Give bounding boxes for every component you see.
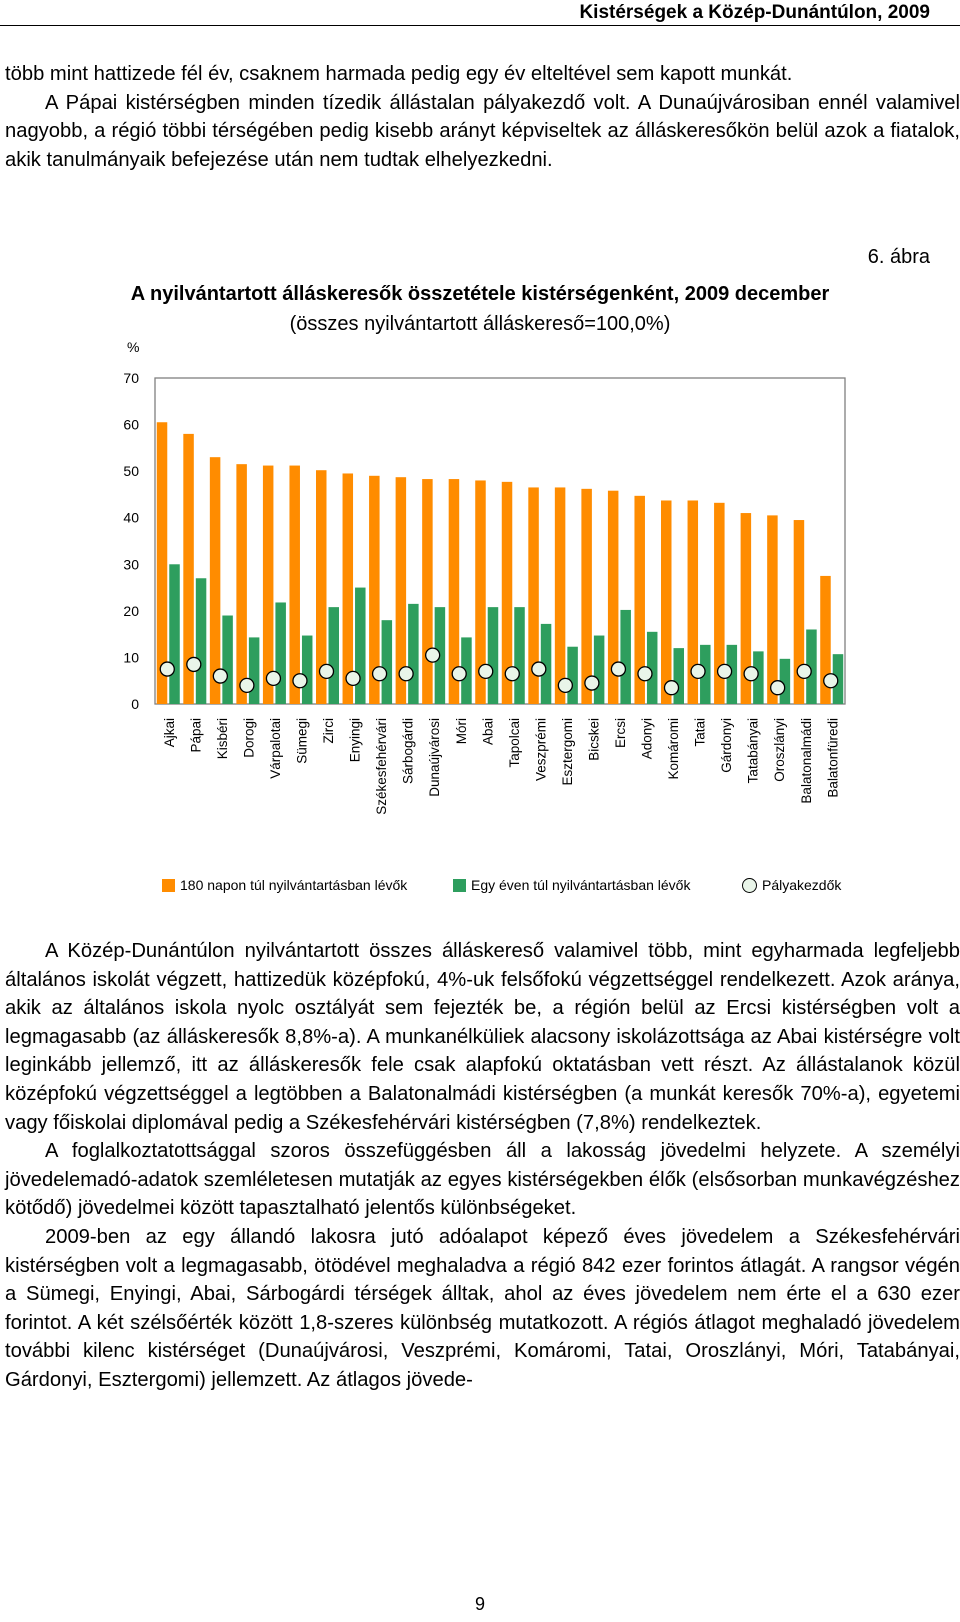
marker-palyakezdok <box>452 667 466 681</box>
x-category-label: Sümegi <box>294 718 310 764</box>
running-head-title: Kistérségek a Közép-Dunántúlon, 2009 <box>579 2 930 23</box>
bar-1year <box>249 637 260 704</box>
legend-item-palyakezdok <box>742 877 841 893</box>
marker-palyakezdok <box>505 667 519 681</box>
bar-1year <box>169 564 180 704</box>
marker-palyakezdok <box>426 648 440 662</box>
bar-180days <box>236 464 247 704</box>
marker-palyakezdok <box>479 664 493 678</box>
y-tick-label: 30 <box>123 556 139 573</box>
legend-item-180days <box>162 877 407 893</box>
y-axis-unit-label: % <box>127 339 140 355</box>
legend-swatch-green <box>453 879 466 892</box>
x-category-label: Dorogi <box>241 718 257 758</box>
intro-paragraph-1: több mint hattizede fél év, csaknem harmada pedig egy év elteltével sem kapott munkát. <box>5 63 793 85</box>
marker-palyakezdok <box>320 664 334 678</box>
x-category-label: Balatonfüredi <box>825 718 841 798</box>
marker-palyakezdok <box>399 667 413 681</box>
marker-palyakezdok <box>293 674 307 688</box>
x-category-label: Balatonalmádi <box>798 718 814 804</box>
legend-label-180days: 180 napon túl nyilvántartásban lévők <box>180 877 408 893</box>
y-tick-label: 60 <box>123 416 139 433</box>
bar-1year <box>329 607 340 704</box>
bar-180days <box>343 473 354 704</box>
marker-palyakezdok <box>797 664 811 678</box>
chart-legend <box>0 877 960 904</box>
legend-swatch-orange <box>162 879 175 892</box>
marker-palyakezdok <box>691 664 705 678</box>
bar-180days <box>263 466 274 704</box>
bar-180days <box>210 457 221 704</box>
legend-item-1year <box>453 877 690 893</box>
marker-palyakezdok <box>187 657 201 671</box>
x-category-label: Ercsi <box>612 718 628 748</box>
body-paragraph-1: A Közép-Dunántúlon nyilvántartott összes álláskereső valamivel több, mint egyharmada legfeljebb általános iskolát végzett, hattizedük középfokú, 4%-uk felsőfokú végzettséggel rendelkezett. Azok aránya, akik az általános iskola nyolc osztályát sem fejezték be, a régión belül az Ercsi kistérségben volt a legmagasabb (az álláskeresők 8,8%-a). A munkanélküliek alacsony iskolázottsága az Abai kistérségre volt leginkább jellemző, itt az álláskeresők fele csak alapfokú oktatásban vett részt. Az állástalanok közül középfokú végzettséggel a legtöbben a Balatonalmádi kistérségben (a munkát keresők 70%-a), egyetemi vagy főiskolai diplomával pedig a Székesfehérvári kistérségben (7,8%) rendelkeztek. <box>5 940 960 1134</box>
x-category-label: Zirci <box>321 718 337 744</box>
y-tick-label: 70 <box>123 370 139 386</box>
x-category-label: Veszprémi <box>533 718 549 782</box>
bar-180days <box>767 515 778 704</box>
x-category-label: Adonyi <box>639 718 655 760</box>
bar-1year <box>302 636 313 704</box>
x-category-label: Bicskei <box>586 718 602 761</box>
bar-1year <box>408 604 419 704</box>
figure-number: 6. ábra <box>867 246 930 268</box>
x-category-label: Gárdonyi <box>719 718 735 773</box>
legend-label-palyakezdok: Pályakezdők <box>762 877 842 893</box>
y-tick-label: 20 <box>123 602 139 619</box>
x-category-label: Pápai <box>188 718 204 753</box>
marker-palyakezdok <box>611 662 625 676</box>
marker-palyakezdok <box>665 681 679 695</box>
x-category-label: Móri <box>453 718 469 745</box>
marker-palyakezdok <box>718 664 732 678</box>
bar-1year <box>674 648 685 704</box>
x-category-label: Sárbogárdi <box>400 718 416 785</box>
marker-palyakezdok <box>585 676 599 690</box>
bar-1year <box>594 636 605 704</box>
bar-180days <box>581 489 592 704</box>
bar-180days <box>661 500 672 704</box>
marker-palyakezdok <box>266 671 280 685</box>
y-tick-label: 10 <box>123 649 139 666</box>
x-category-label: Tapolcai <box>506 718 522 768</box>
x-category-label: Székesfehérvári <box>374 718 390 815</box>
marker-palyakezdok <box>213 669 227 683</box>
x-category-label: Tatai <box>692 718 708 747</box>
x-category-label: Várpalotai <box>267 718 283 779</box>
legend-label-1year: Egy éven túl nyilvántartásban lévők <box>471 877 691 893</box>
y-tick-label: 40 <box>123 509 139 526</box>
marker-palyakezdok <box>373 667 387 681</box>
bar-180days <box>422 479 433 704</box>
marker-palyakezdok <box>558 678 572 692</box>
figure-subtitle: (összes nyilvántartott álláskereső=100,0%) <box>289 313 671 335</box>
marker-palyakezdok <box>824 674 838 688</box>
bar-1year <box>620 610 631 704</box>
bar-1year <box>196 578 207 704</box>
bar-180days <box>555 487 566 704</box>
x-category-label: Oroszlányi <box>772 718 788 782</box>
marker-palyakezdok <box>346 671 360 685</box>
y-tick-label: 50 <box>123 463 139 480</box>
marker-palyakezdok <box>532 662 546 676</box>
bar-1year <box>382 620 393 704</box>
x-category-label: Kisbéri <box>214 718 230 760</box>
bar-1year <box>488 607 499 704</box>
y-tick-label: 0 <box>131 696 139 712</box>
x-category-label: Esztergomi <box>559 718 575 786</box>
bar-1year <box>514 607 525 704</box>
x-category-label: Ajkai <box>161 718 177 748</box>
bar-180days <box>289 466 300 704</box>
x-category-label: Enyingi <box>347 718 363 763</box>
x-category-label: Dunaújvárosi <box>427 718 443 797</box>
x-category-label: Komáromi <box>666 718 682 780</box>
x-category-label: Tatabányai <box>745 718 761 784</box>
body-paragraph-2: A foglalkoztatottsággal szoros összefüggésben áll a lakosság jövedelmi helyzete. A személyi jövedelemadó-adatok szemléletesen mutatják az egyes kistérségekben élők (elsősorban munkavégzéshez kötődő) jövedelmei között tapasztalható jelentős különbségeket. <box>5 1140 960 1220</box>
body-paragraph-3: 2009-ben az egy állandó lakosra jutó adóalapot képező éves jövedelem a Székesfehérvári kistérségben volt a legmagasabb, ötödével meghaladva a régió 842 ezer forintos átlagát. A rangsor végén a Sümegi, Enyingi, Abai, Sárbogárdi térségek álltak, ahol az éves jövedelem nem érte el a 630 ezer forintot. A két szélsőérték között 1,8-szeres különbség mutatkozott. A régiós átlagot meghaladó jövedelem további kilenc kistérséget (Dunaújvárosi, Veszprémi, Komáromi, Tatai, Oroszlányi, Móri, Tatabányai, Gárdonyi, Esztergomi) jellemzett. Az átlagos jövede- <box>5 1225 960 1391</box>
bar-1year <box>275 602 286 704</box>
marker-palyakezdok <box>240 678 254 692</box>
figure-title: A nyilvántartott álláskeresők összetétele kistérségenként, 2009 december <box>130 283 830 305</box>
body-text <box>5 937 960 1395</box>
marker-palyakezdok <box>638 667 652 681</box>
marker-palyakezdok <box>160 662 174 676</box>
legend-circle-icon <box>742 878 757 893</box>
page-number: 9 <box>474 1594 485 1614</box>
bar-1year <box>355 588 366 704</box>
marker-palyakezdok <box>771 681 785 695</box>
intro-paragraph-2: A Pápai kistérségben minden tízedik állástalan pályakezdő volt. A Dunaújvárosiban ennél valamivel nagyobb, a régió többi térségében pedig kisebb arányt képviseltek az álláskeresőkön belül azok a fiatalok, akik tanulmányaik befejezése után nem tudtak elhelyezkedni. <box>5 91 960 171</box>
bar-1year <box>222 616 233 704</box>
marker-palyakezdok <box>744 667 758 681</box>
bar-1year <box>567 647 578 704</box>
x-category-label: Abai <box>480 718 496 746</box>
